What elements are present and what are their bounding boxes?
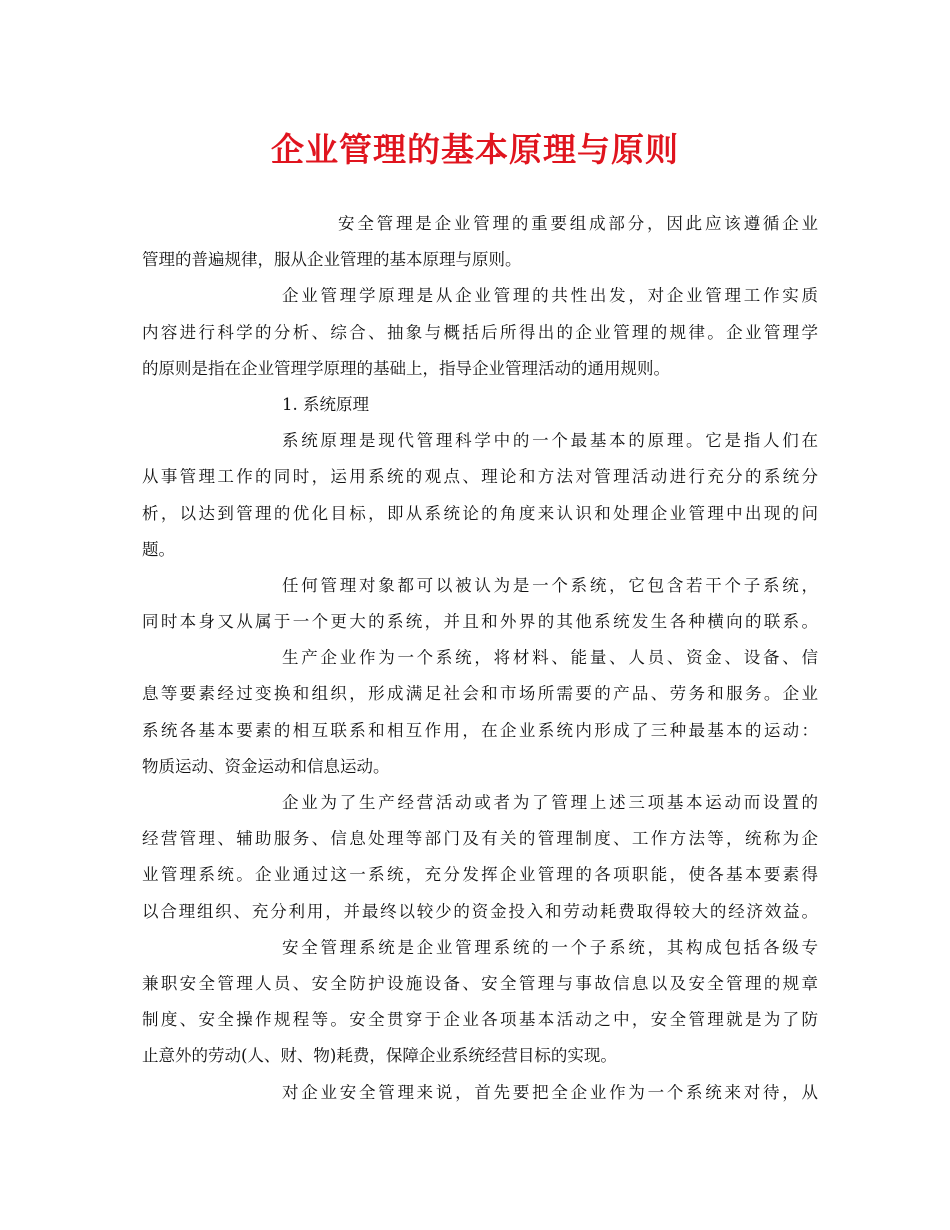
paragraph-line: 析，以达到管理的优化目标，即从系统论的角度来认识和处理企业管理中出现的问 xyxy=(142,503,818,523)
section-heading: 1. 系统原理 xyxy=(282,394,369,414)
paragraph-line: 息等要素经过变换和组织，形成满足社会和市场所需要的产品、劳务和服务。企业 xyxy=(142,684,818,704)
paragraph-line: 经营管理、辅助服务、信息处理等部门及有关的管理制度、工作方法等，统称为企 xyxy=(142,829,818,849)
paragraph-line: 制度、安全操作规程等。安全贯穿于企业各项基本活动之中，安全管理就是为了防 xyxy=(142,1010,818,1030)
paragraph-line: 管理的普遍规律，服从企业管理的基本原理与原则。 xyxy=(142,250,522,270)
document-title: 企业管理的基本原理与原则 xyxy=(271,130,679,169)
paragraph-line: 企业管理学原理是从企业管理的共性出发，对企业管理工作实质 xyxy=(282,286,818,306)
paragraph-line: 安全管理系统是企业管理系统的一个子系统，其构成包括各级专 xyxy=(282,937,818,957)
paragraph-line: 系统各基本要素的相互联系和相互作用，在企业系统内形成了三种最基本的运动： xyxy=(142,720,818,740)
paragraph-line: 内容进行科学的分析、综合、抽象与概括后所得出的企业管理的规律。企业管理学 xyxy=(142,322,818,342)
paragraph-line: 安全管理是企业管理的重要组成部分，因此应该遵循企业 xyxy=(338,214,818,233)
paragraph-line: 的原则是指在企业管理学原理的基础上，指导企业管理活动的通用规则。 xyxy=(142,358,670,378)
paragraph-line: 任何管理对象都可以被认为是一个系统，它包含若干个子系统， xyxy=(282,575,818,595)
paragraph-line: 止意外的劳动(人、财、物)耗费，保障企业系统经营目标的实现。 xyxy=(142,1046,617,1066)
paragraph-line: 题。 xyxy=(142,539,175,559)
paragraph-line: 对企业安全管理来说，首先要把全企业作为一个系统来对待，从 xyxy=(282,1082,818,1102)
paragraph-line: 从事管理工作的同时，运用系统的观点、理论和方法对管理活动进行充分的系统分 xyxy=(142,467,818,487)
paragraph-line: 企业为了生产经营活动或者为了管理上述三项基本运动而设置的 xyxy=(282,793,818,812)
paragraph-line: 生产企业作为一个系统，将材料、能量、人员、资金、设备、信 xyxy=(282,648,818,668)
document-body xyxy=(142,206,818,1111)
paragraph-line: 业管理系统。企业通过这一系统，充分发挥企业管理的各项职能，使各基本要素得 xyxy=(142,865,818,885)
paragraph-line: 兼职安全管理人员、安全防护设施设备、安全管理与事故信息以及安全管理的规章 xyxy=(142,973,818,993)
paragraph-line: 以合理组织、充分利用，并最终以较少的资金投入和劳动耗费取得较大的经济效益。 xyxy=(142,901,818,921)
paragraph-line: 物质运动、资金运动和信息运动。 xyxy=(142,756,390,776)
paragraph-line: 同时本身又从属于一个更大的系统，并且和外界的其他系统发生各种横向的联系。 xyxy=(142,612,818,632)
paragraph-line: 系统原理是现代管理科学中的一个最基本的原理。它是指人们在 xyxy=(282,431,818,451)
